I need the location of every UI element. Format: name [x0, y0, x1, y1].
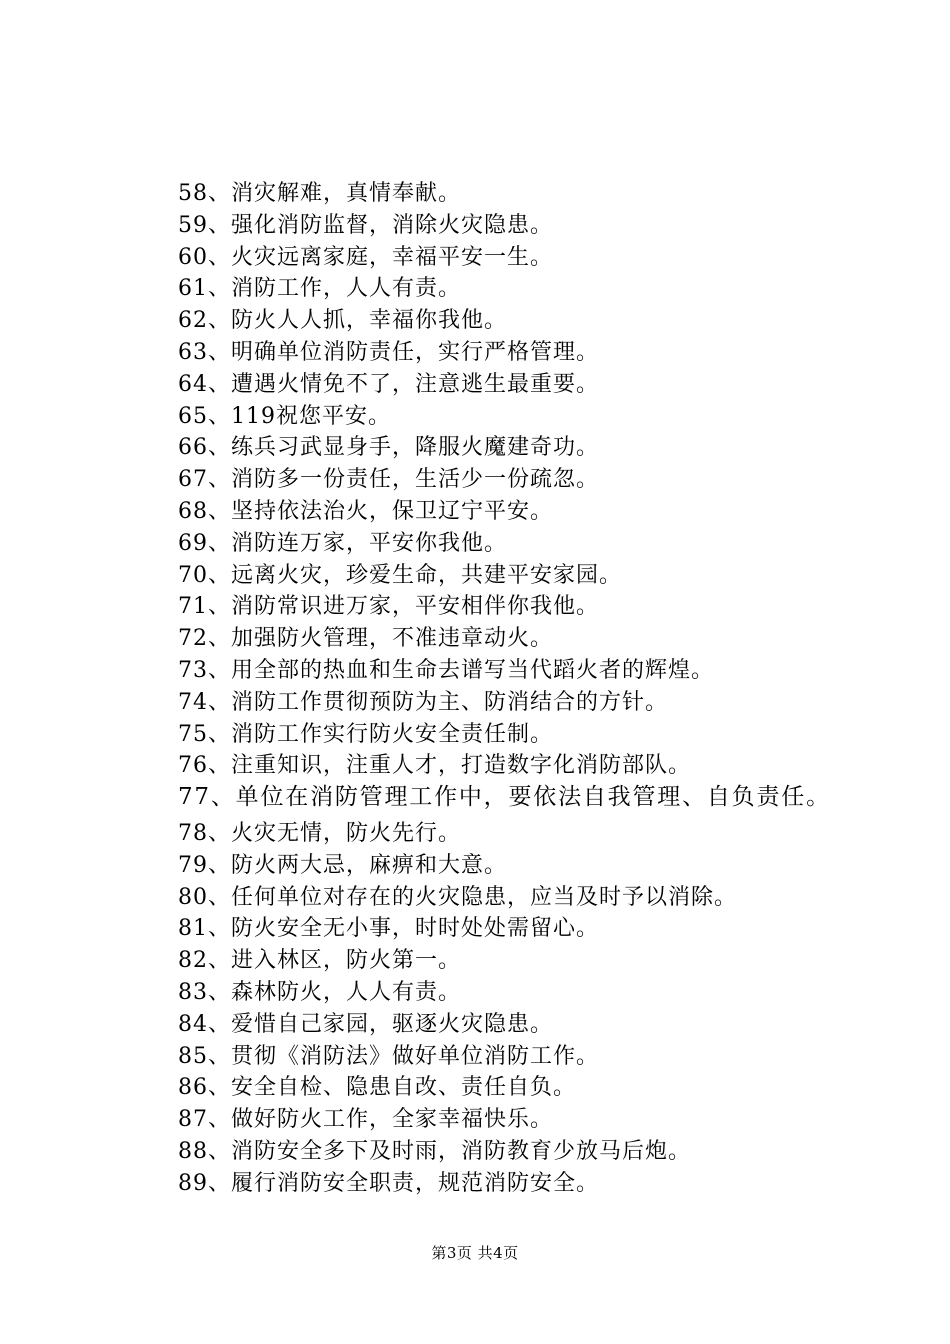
- list-item: 79、防火两大忌，麻痹和大意。: [178, 852, 507, 878]
- list-item: 68、坚持依法治火，保卫辽宁平安。: [178, 498, 553, 524]
- list-item: 76、注重知识，注重人才，打造数字化消防部队。: [178, 753, 691, 779]
- slogan-list-b: [178, 818, 737, 1200]
- list-item: 89、履行消防安全职责，规范消防安全。: [178, 1170, 599, 1196]
- list-item: 73、用全部的热血和生命去谱写当代蹈火者的辉煌。: [178, 657, 714, 683]
- list-item: 65、119祝您平安。: [178, 403, 391, 429]
- list-item: 61、消防工作，人人有责。: [178, 276, 461, 302]
- page-footer: 第3页 共4页: [431, 1244, 519, 1262]
- list-item: 72、加强防火管理，不准违章动火。: [178, 626, 553, 652]
- list-item: 83、森林防火，人人有责。: [178, 979, 461, 1005]
- list-item: 64、遭遇火情免不了，注意逃生最重要。: [178, 371, 599, 397]
- list-item: 84、爱惜自己家园，驱逐火灾隐患。: [178, 1011, 553, 1037]
- list-item: 67、消防多一份责任，生活少一份疏忽。: [178, 467, 599, 493]
- list-item: 85、贯彻《消防法》做好单位消防工作。: [178, 1043, 599, 1069]
- list-item: 80、任何单位对存在的火灾隐患，应当及时予以消除。: [178, 884, 737, 910]
- list-item: 62、防火人人抓，幸福你我他。: [178, 308, 507, 334]
- slogan-list-a: [178, 178, 831, 814]
- list-item: 82、进入林区，防火第一。: [178, 948, 461, 974]
- list-item: 77、单位在消防管理工作中，要依法自我管理、自负责任。: [178, 784, 831, 811]
- list-item: 66、练兵习武显身手，降服火魔建奇功。: [178, 435, 599, 461]
- list-item: 63、明确单位消防责任，实行严格管理。: [178, 339, 599, 365]
- list-item: 81、防火安全无小事，时时处处需留心。: [178, 916, 599, 942]
- list-item: 59、强化消防监督，消除火灾隐患。: [178, 212, 553, 238]
- list-item: 58、消灾解难，真情奉献。: [178, 181, 461, 206]
- list-item: 69、消防连万家，平安你我他。: [178, 530, 507, 556]
- list-item: 74、消防工作贯彻预防为主、防消结合的方针。: [178, 689, 668, 715]
- list-item: 88、消防安全多下及时雨，消防教育少放马后炮。: [178, 1138, 691, 1164]
- list-item: 71、消防常识进万家，平安相伴你我他。: [178, 594, 599, 620]
- list-item: 78、火灾无情，防火先行。: [178, 821, 461, 846]
- list-item: 70、远离火灾，珍爱生命，共建平安家园。: [178, 562, 622, 588]
- list-item: 86、安全自检、隐患自改、责任自负。: [178, 1075, 576, 1101]
- list-item: 87、做好防火工作，全家幸福快乐。: [178, 1107, 553, 1133]
- list-item: 75、消防工作实行防火安全责任制。: [178, 721, 553, 747]
- list-item: 60、火灾远离家庭，幸福平安一生。: [178, 244, 553, 270]
